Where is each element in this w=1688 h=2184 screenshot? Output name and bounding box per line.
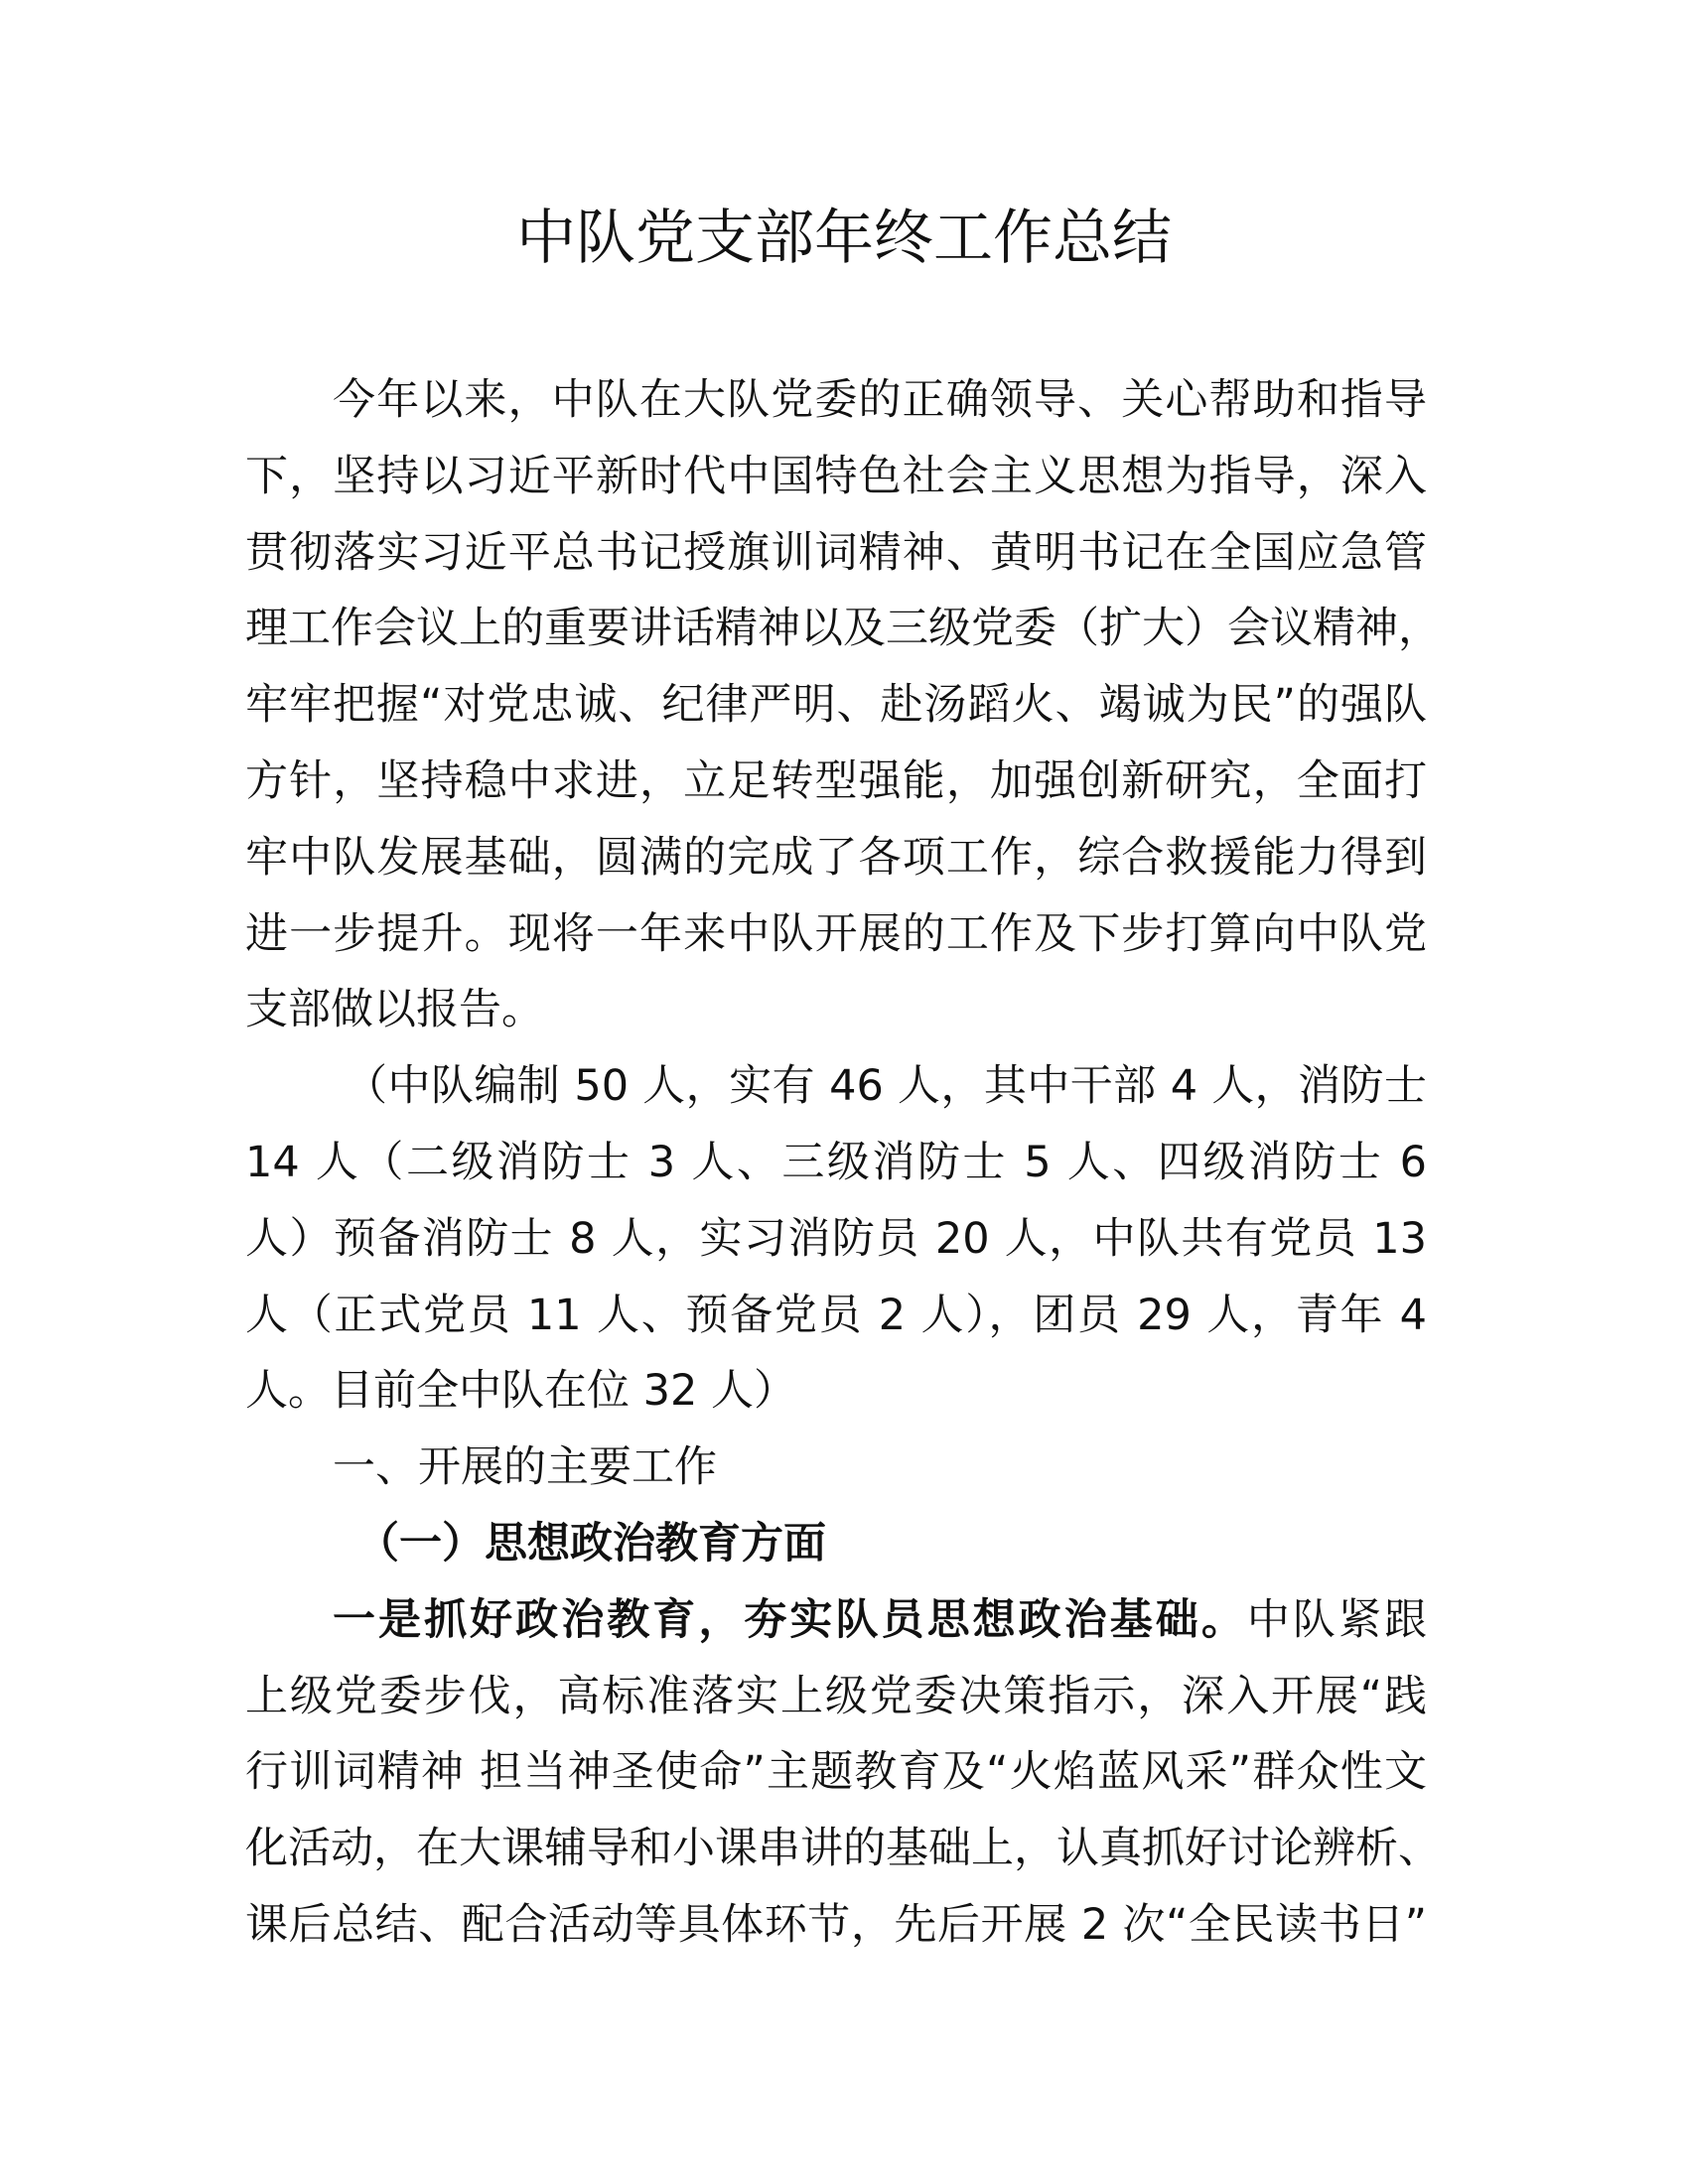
section-heading: 一、开展的主要工作 xyxy=(333,1442,717,1493)
intro-paragraph xyxy=(245,362,1441,1048)
paragraph-line: 贯彻落实习近平总书记授旗训词精神、黄明书记在全国应急管 xyxy=(245,527,1427,578)
paragraph-line: 牢牢把握“对党忠诚、纪律严明、赴汤蹈火、竭诚为民”的强队 xyxy=(245,680,1427,731)
paragraph-line xyxy=(245,1582,1427,1659)
paragraph-line: 人。目前全中队在位 32 人） xyxy=(245,1366,797,1417)
paragraph-line: 化活动，在大课辅导和小课串讲的基础上，认真抓好讨论辨析、 xyxy=(245,1824,1441,1874)
paragraph-line: 进一步提升。现将一年来中队开展的工作及下步打算向中队党 xyxy=(245,908,1427,959)
paragraph-line: 理工作会议上的重要讲话精神以及三级党委（扩大）会议精神， xyxy=(245,604,1441,654)
document-title: 中队党支部年终工作总结 xyxy=(516,204,1172,273)
paragraph-line: 课后总结、配合活动等具体环节，先后开展 2 次“全民读书日” xyxy=(245,1899,1427,1950)
paragraph-line: 14 人（二级消防士 3 人、三级消防士 5 人、四级消防士 6 xyxy=(245,1137,1427,1187)
paragraph-line: 牢中队发展基础，圆满的完成了各项工作，综合救援能力得到 xyxy=(245,832,1427,883)
paragraph-line: 人（正式党员 11 人、预备党员 2 人），团员 29 人，青年 4 xyxy=(245,1290,1427,1340)
paragraph-line: 下，坚持以习近平新时代中国特色社会主义思想为指导，深入 xyxy=(245,451,1427,501)
paragraph-line: 今年以来，中队在大队党委的正确领导、关心帮助和指导 xyxy=(333,375,1427,425)
paragraph-line: 行训词精神 担当神圣使命”主题教育及“火焰蓝风采”群众性文 xyxy=(245,1747,1427,1798)
subsection-heading: （一）思想政治教育方面 xyxy=(356,1518,826,1569)
paragraph-line: 支部做以报告。 xyxy=(245,985,544,1035)
document-body xyxy=(245,362,1441,1964)
staffing-paragraph xyxy=(245,1048,1427,1430)
paragraph-line: （中队编制 50 人，实有 46 人，其中干部 4 人，消防士 xyxy=(345,1061,1427,1112)
paragraph-line: 上级党委步伐，高标准落实上级党委决策指示，深入开展“践 xyxy=(245,1671,1427,1721)
political-education-paragraph xyxy=(245,1582,1441,1964)
paragraph-line: 人）预备消防士 8 人，实习消防员 20 人，中队共有党员 13 xyxy=(245,1213,1427,1264)
paragraph-line: 方针，坚持稳中求进，立足转型强能，加强创新研究，全面打 xyxy=(245,755,1427,806)
bold-lead: 一是抓好政治教育，夯实队员思想政治基础。 xyxy=(333,1594,1247,1645)
lead-rest: 中队紧跟 xyxy=(1246,1594,1428,1645)
